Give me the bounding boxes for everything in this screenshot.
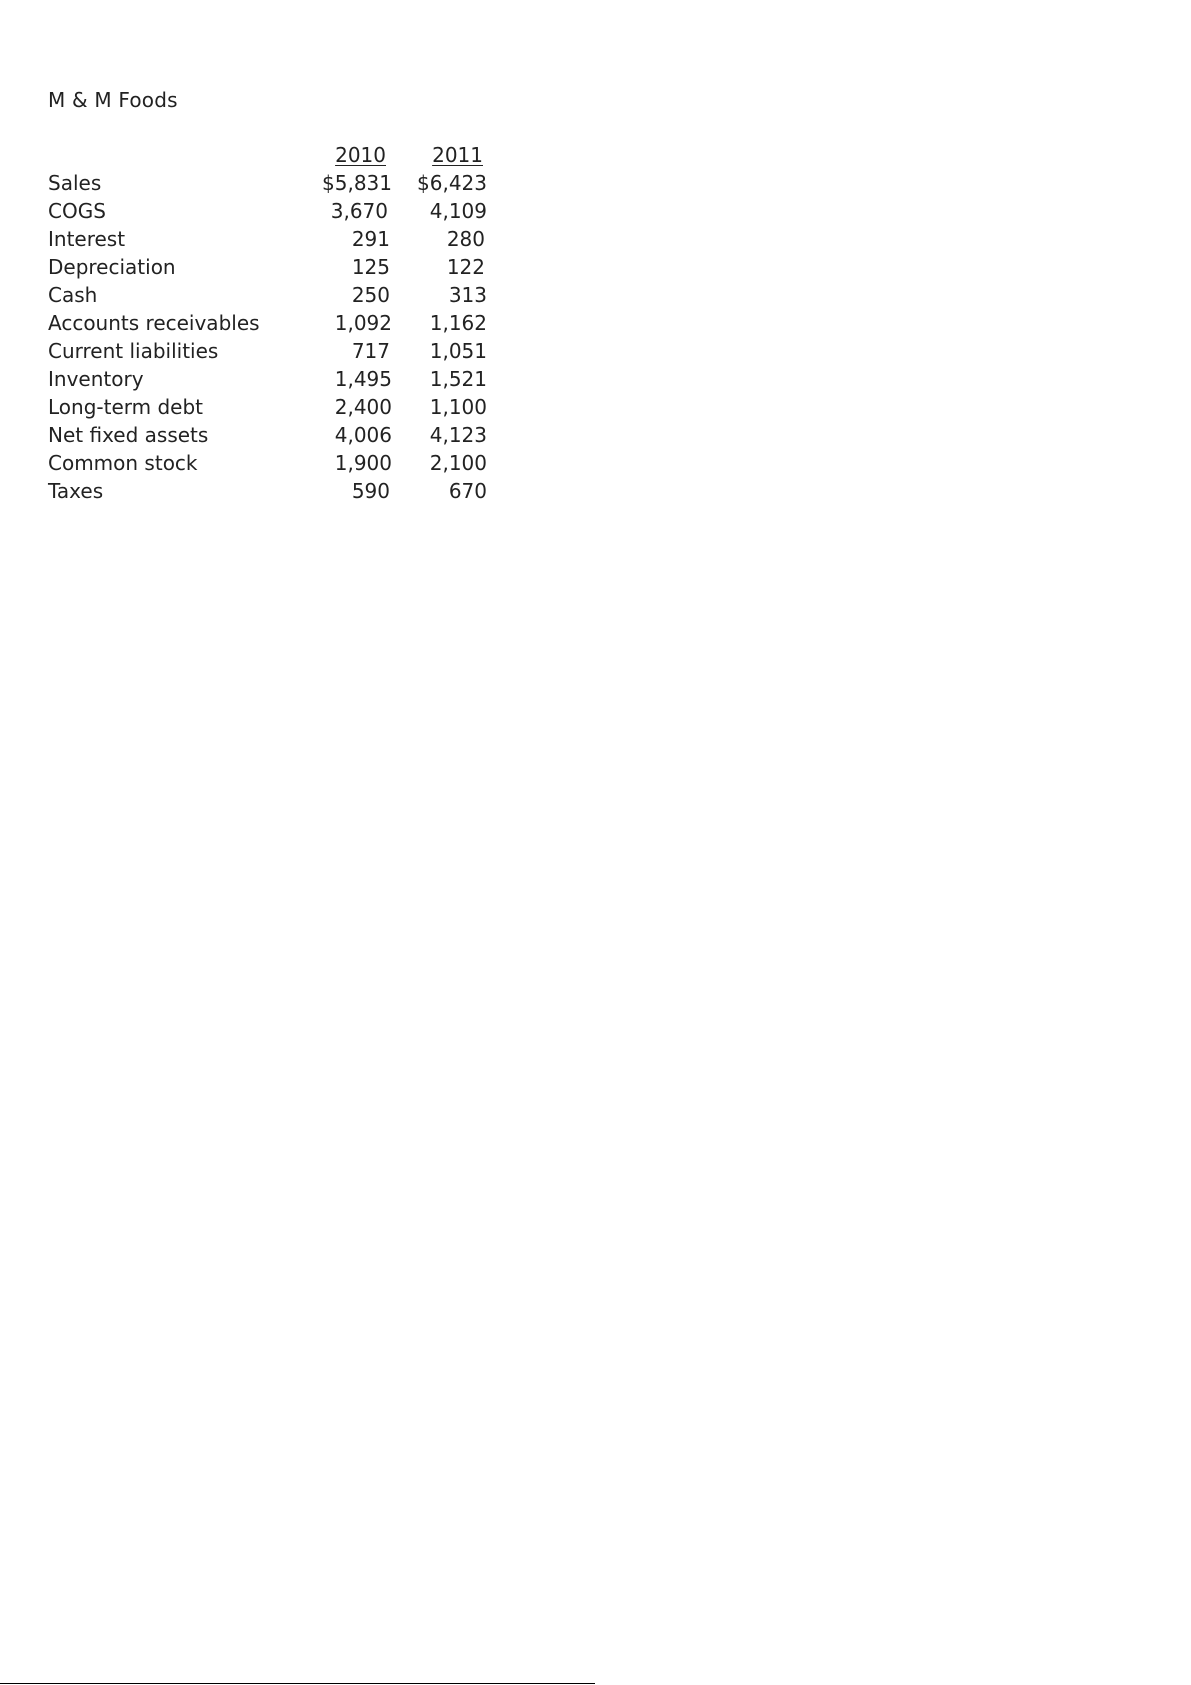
table-row [46,393,487,421]
value-2010: 2,400 [334,395,392,419]
value-2011: 280 [446,227,485,251]
row-label: Current liabilities [48,339,219,363]
value-2010: 3,670 [330,199,388,223]
financial-data-table [46,141,487,505]
table-row [46,281,487,309]
value-2011: 2,100 [429,451,487,475]
table-row [46,449,487,477]
value-2011: 313 [448,283,487,307]
table-row [46,421,487,449]
value-2011: 670 [448,479,487,503]
table-header-row [46,141,487,169]
company-title: M & M Foods [48,88,178,112]
value-2011: 4,123 [429,423,487,447]
value-2010: 590 [351,479,390,503]
row-label: Depreciation [48,255,176,279]
year-header-2011: 2011 [432,143,483,167]
value-2011: 1,162 [429,311,487,335]
row-label: Common stock [48,451,198,475]
value-2010: 1,092 [334,311,392,335]
value-2010: 1,495 [334,367,392,391]
row-label: Interest [48,227,126,251]
value-2011: $6,423 [417,171,487,195]
year-header-2010: 2010 [335,143,386,167]
value-2010: 125 [351,255,390,279]
row-label: Accounts receivables [48,311,260,335]
value-2010: $5,831 [322,171,392,195]
value-2011: 1,521 [429,367,487,391]
table-row [46,309,487,337]
value-2011: 1,100 [429,395,487,419]
value-2010: 291 [351,227,390,251]
row-label: Sales [48,171,102,195]
table-row [46,365,487,393]
row-label: Taxes [48,479,104,503]
value-2011: 122 [446,255,485,279]
table-row [46,253,487,281]
row-label: COGS [48,199,106,223]
value-2010: 250 [351,283,390,307]
row-label: Cash [48,283,98,307]
row-label: Long-term debt [48,395,204,419]
value-2010: 717 [351,339,390,363]
table-row [46,197,487,225]
label-header [46,141,270,169]
table-row [46,337,487,365]
value-2011: 4,109 [429,199,487,223]
table-row [46,169,487,197]
value-2010: 1,900 [334,451,392,475]
row-label: Net fixed assets [48,423,209,447]
value-2011: 1,051 [429,339,487,363]
value-2010: 4,006 [334,423,392,447]
table-row [46,225,487,253]
row-label: Inventory [48,367,144,391]
table-row [46,477,487,505]
footer-rule [0,1683,595,1684]
